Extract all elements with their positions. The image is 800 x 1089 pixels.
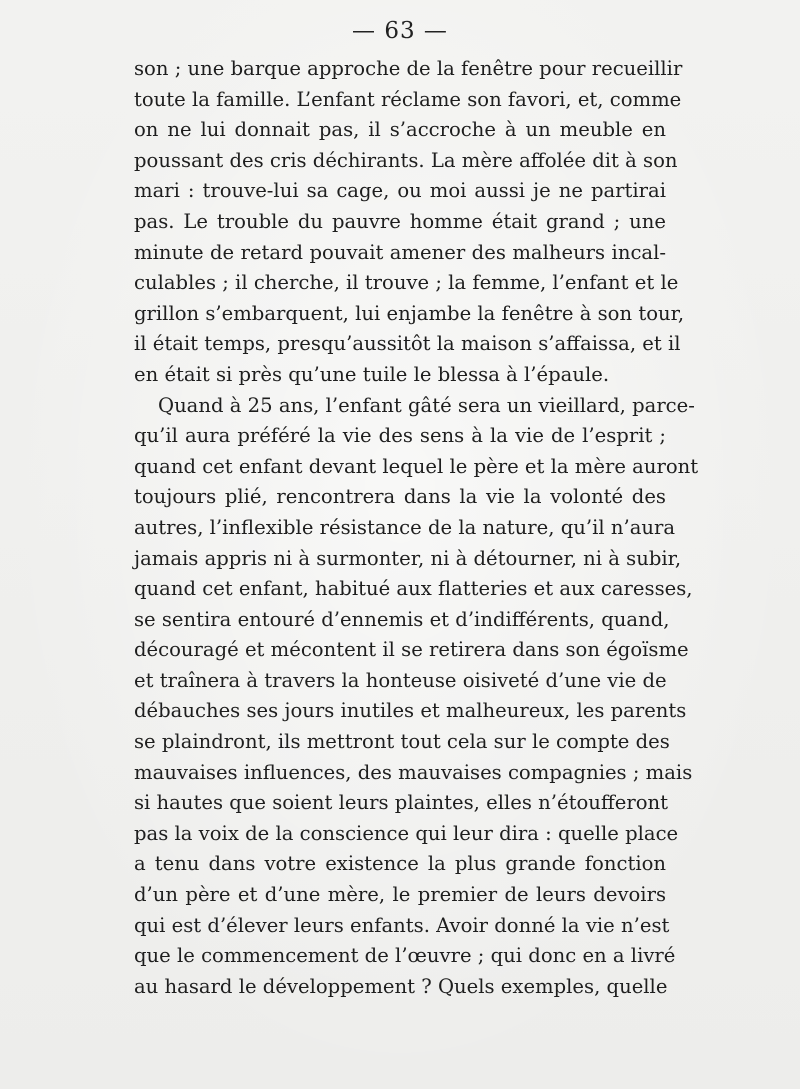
text-line: qui est d’élever leurs enfants. Avoir donné la vie n’est: [134, 913, 670, 937]
text-line: toujours plié, rencontrera dans la vie la volonté des: [134, 485, 666, 509]
body-text: [134, 54, 699, 1002]
text-line: quand cet enfant, habitué aux flatteries et aux caresses,: [134, 577, 693, 601]
text-line: d’un père et d’une mère, le premier de leurs devoirs: [134, 883, 666, 907]
text-line: on ne lui donnait pas, il s’accroche à un meuble en: [134, 118, 666, 142]
text-line: que le commencement de l’œuvre ; qui donc en a livré: [134, 944, 676, 968]
page-number: — 63 —: [352, 18, 448, 44]
text-line: et traînera à travers la honteuse oisiveté d’une vie de: [134, 668, 667, 692]
text-line: pas. Le trouble du pauvre homme était grand ; une: [134, 209, 666, 233]
text-line: qu’il aura préféré la vie des sens à la vie de l’esprit ;: [134, 424, 666, 448]
text-line: débauches ses jours inutiles et malheureux, les parents: [134, 699, 687, 723]
text-line: jamais appris ni à surmonter, ni à détourner, ni à subir,: [134, 546, 682, 570]
text-line: son ; une barque approche de la fenêtre pour recueillir: [134, 57, 683, 80]
text-line: toute la famille. L’enfant réclame son favori, et, comme: [134, 87, 682, 111]
text-line: poussant des cris déchirants. La mère affolée dit à son: [134, 148, 678, 172]
text-line: si hautes que soient leurs plaintes, elles n’étoufferont: [134, 791, 669, 815]
text-line: au hasard le développement ? Quels exemples, quelle: [134, 974, 668, 998]
text-line: culables ; il cherche, il trouve ; la femme, l’enfant et le: [134, 271, 679, 295]
text-line: pas la voix de la conscience qui leur dira : quelle place: [134, 821, 679, 845]
text-line: se sentira entouré d’ennemis et d’indifférents, quand,: [134, 607, 670, 631]
text-line: il était temps, presqu’aussitôt la maison s’affaissa, et il: [134, 332, 681, 356]
text-line: découragé et mécontent il se retirera dans son égoïsme: [134, 638, 689, 662]
text-line: autres, l’inflexible résistance de la nature, qu’il n’aura: [134, 515, 676, 539]
text-line: grillon s’embarquent, lui enjambe la fenêtre à son tour,: [134, 301, 685, 325]
text-line: se plaindront, ils mettront tout cela sur le compte des: [134, 730, 670, 754]
text-line: en était si près qu’une tuile le blessa à l’épaule.: [134, 362, 610, 386]
text-line: minute de retard pouvait amener des malheurs incal-: [134, 240, 666, 264]
text-line: a tenu dans votre existence la plus grande fonction: [134, 852, 666, 876]
paragraph-start-line: Quand à 25 ans, l’enfant gâté sera un vieillard, parce-: [158, 393, 695, 417]
text-line: mauvaises influences, des mauvaises compagnies ; mais: [134, 760, 693, 784]
text-line: mari : trouve-lui sa cage, ou moi aussi je ne partirai: [134, 179, 666, 203]
text-line: quand cet enfant devant lequel le père et la mère auront: [134, 454, 699, 478]
